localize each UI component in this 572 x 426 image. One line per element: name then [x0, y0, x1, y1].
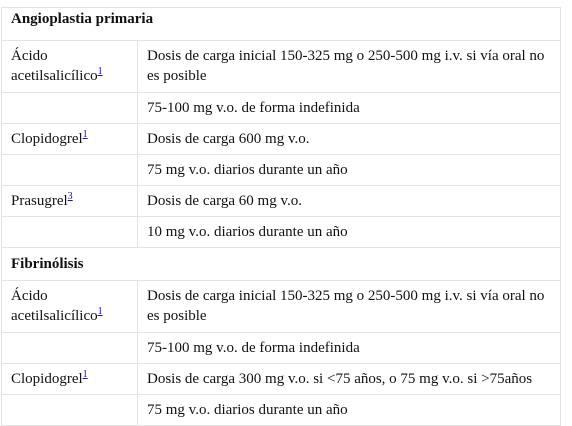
section-title: Angioplastia primaria [2, 8, 561, 41]
dose-cell: Dosis de carga inicial 150-325 mg o 250-500 mg i.v. si vía oral no es posible [138, 41, 561, 93]
drug-cell [2, 281, 138, 333]
dose-cell: 10 mg v.o. diarios durante un año [138, 217, 561, 248]
section-header-row [2, 8, 561, 41]
table-row [2, 124, 561, 155]
section-title: Fibrinólisis [2, 248, 561, 281]
reference-link[interactable]: 1 [82, 129, 88, 140]
reference-link[interactable]: 1 [82, 369, 88, 380]
drug-cell [2, 333, 138, 364]
drug-cell [2, 155, 138, 186]
drug-cell [2, 395, 138, 426]
drug-cell [2, 93, 138, 124]
dose-cell: 75-100 mg v.o. de forma indefinida [138, 93, 561, 124]
drug-name: Ácido acetilsalicílico [11, 48, 98, 84]
table-row [2, 364, 561, 395]
dosing-table [1, 7, 561, 426]
table-row [2, 395, 561, 426]
dose-cell: Dosis de carga 60 mg v.o. [138, 186, 561, 217]
drug-name: Clopidogrel [11, 131, 83, 147]
reference-link[interactable]: 1 [97, 66, 103, 77]
dose-cell: 75 mg v.o. diarios durante un año [138, 395, 561, 426]
drug-cell [2, 124, 138, 155]
dose-cell: 75 mg v.o. diarios durante un año [138, 155, 561, 186]
dose-cell: Dosis de carga 300 mg v.o. si <75 años, o 75 mg v.o. si >75años [138, 364, 561, 395]
drug-cell [2, 186, 138, 217]
table-row [2, 186, 561, 217]
dose-cell: Dosis de carga inicial 150-325 mg o 250-500 mg i.v. si vía oral no es posible [138, 281, 561, 333]
dose-cell: Dosis de carga 600 mg v.o. [138, 124, 561, 155]
drug-cell [2, 41, 138, 93]
dose-cell: 75-100 mg v.o. de forma indefinida [138, 333, 561, 364]
table-row [2, 217, 561, 248]
table-row [2, 155, 561, 186]
table-row [2, 41, 561, 93]
reference-link[interactable]: 1 [97, 306, 103, 317]
drug-cell [2, 217, 138, 248]
table-row [2, 333, 561, 364]
section-header-row [2, 248, 561, 281]
drug-name: Ácido acetilsalicílico [11, 288, 98, 324]
table-row [2, 93, 561, 124]
reference-link[interactable]: 3 [67, 191, 73, 202]
drug-cell [2, 364, 138, 395]
table-row [2, 281, 561, 333]
drug-name: Prasugrel [11, 193, 68, 209]
drug-name: Clopidogrel [11, 371, 83, 387]
